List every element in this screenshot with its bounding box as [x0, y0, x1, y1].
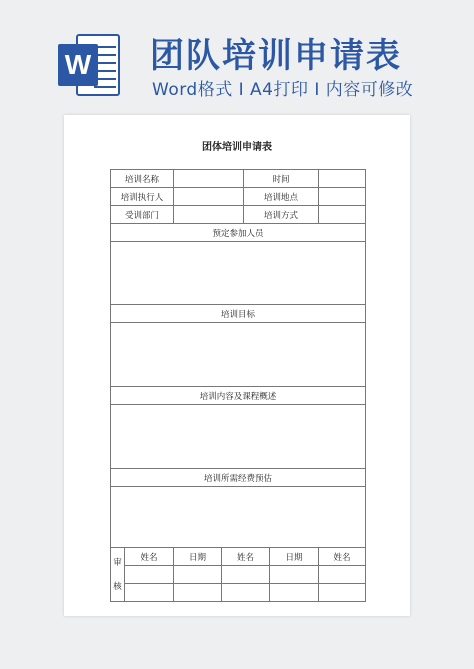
table-row — [111, 242, 366, 305]
department-label: 受训部门 — [111, 206, 174, 224]
goal-area[interactable] — [111, 323, 366, 387]
template-title: 团队培训申请表 — [150, 36, 402, 76]
table-row — [111, 584, 366, 602]
review-cell[interactable] — [125, 584, 174, 602]
review-cell[interactable] — [319, 584, 366, 602]
table-row — [111, 305, 366, 323]
document-page — [64, 115, 410, 616]
review-cell[interactable] — [222, 566, 270, 584]
department-value[interactable] — [174, 206, 244, 224]
review-date-header: 日期 — [174, 548, 222, 566]
participants-header: 预定参加人员 — [111, 224, 366, 242]
review-date-header: 日期 — [270, 548, 319, 566]
review-name-header: 姓名 — [222, 548, 270, 566]
table-row — [111, 566, 366, 584]
time-value[interactable] — [319, 170, 366, 188]
document-title: 团体培训申请表 — [202, 142, 272, 153]
method-value[interactable] — [319, 206, 366, 224]
review-label-top: 审 — [113, 557, 122, 568]
time-label: 时间 — [244, 170, 319, 188]
review-cell[interactable] — [270, 584, 319, 602]
executor-label: 培训执行人 — [111, 188, 174, 206]
review-label — [111, 548, 125, 602]
executor-value[interactable] — [174, 188, 244, 206]
review-name-header: 姓名 — [319, 548, 366, 566]
method-label: 培训方式 — [244, 206, 319, 224]
location-label: 培训地点 — [244, 188, 319, 206]
review-cell[interactable] — [125, 566, 174, 584]
review-label-bottom: 核 — [113, 581, 122, 592]
training-name-value[interactable] — [174, 170, 244, 188]
budget-header: 培训所需经费预估 — [111, 469, 366, 487]
table-row — [111, 206, 366, 224]
review-cell[interactable] — [174, 584, 222, 602]
content-header: 培训内容及课程概述 — [111, 387, 366, 405]
table-row — [111, 548, 366, 566]
review-cell[interactable] — [319, 566, 366, 584]
table-row — [111, 188, 366, 206]
budget-area[interactable] — [111, 487, 366, 548]
location-value[interactable] — [319, 188, 366, 206]
table-row — [111, 405, 366, 469]
word-badge: W — [58, 44, 98, 86]
review-name-header: 姓名 — [125, 548, 174, 566]
template-banner — [0, 0, 474, 110]
content-area[interactable] — [111, 405, 366, 469]
review-cell[interactable] — [174, 566, 222, 584]
table-row — [111, 224, 366, 242]
word-document-icon — [58, 32, 122, 98]
participants-area[interactable] — [111, 242, 366, 305]
goal-header: 培训目标 — [111, 305, 366, 323]
review-cell[interactable] — [222, 584, 270, 602]
table-row — [111, 387, 366, 405]
review-cell[interactable] — [270, 566, 319, 584]
training-name-label: 培训名称 — [111, 170, 174, 188]
table-row — [111, 487, 366, 548]
application-form-table — [110, 169, 366, 602]
table-row — [111, 469, 366, 487]
table-row — [111, 323, 366, 387]
template-subtitle: Word格式 I A4打印 I 内容可修改 — [152, 80, 414, 100]
table-row — [111, 170, 366, 188]
